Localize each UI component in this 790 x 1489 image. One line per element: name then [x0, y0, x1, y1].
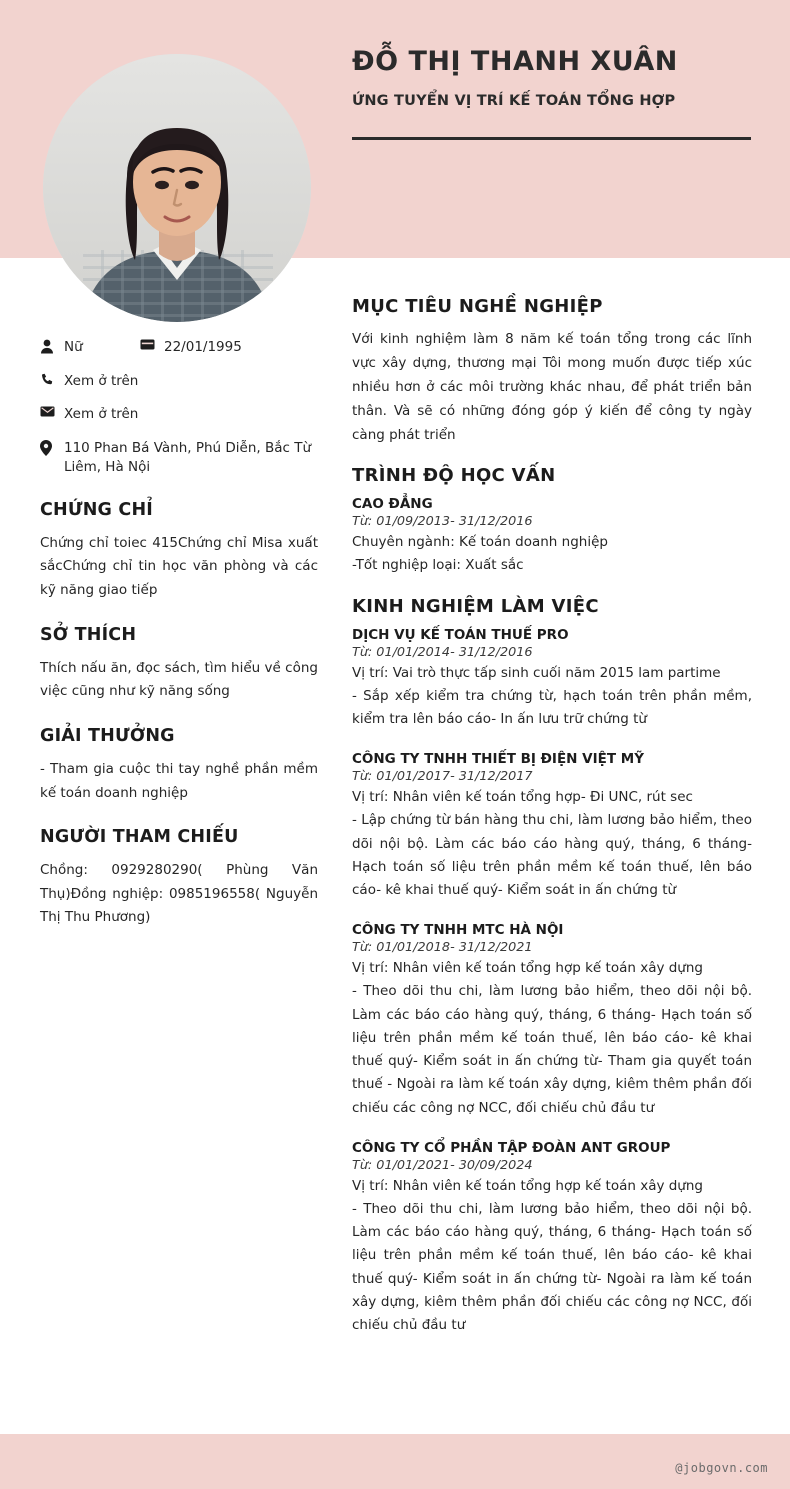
- location-pin-icon: [40, 439, 64, 456]
- phone-value[interactable]: Xem ở trên: [64, 372, 139, 389]
- experience-line: - Theo dõi thu chi, làm lương bảo hiểm, theo dõi nội bộ. Làm các báo cáo hàng quý, tháng, 6 tháng- Hạch toán số liệu trên phần mềm kế toán thuế, lên báo cáo- kê khai thuế quý- Kiểm soát in ấn chứng từ- Tham gia quyết toán thuế - Ngoài ra làm kế toán xây dựng, kiêm thêm phần đối chiếu các công nợ NCC, đối chiếu chủ đầu tư: [352, 983, 752, 1116]
- candidate-name: ĐỖ THỊ THANH XUÂN: [352, 46, 678, 77]
- section-title-experience: KINH NGHIỆM LÀM VIỆC: [352, 595, 599, 617]
- experience-line: Vị trí: Nhân viên kế toán tổng hợp kế toán xây dựng: [352, 1177, 703, 1194]
- footer-band: [0, 1434, 790, 1489]
- contact-row-phone: [40, 372, 318, 392]
- section-title-awards: GIẢI THƯỞNG: [40, 725, 175, 746]
- spacer: [352, 902, 752, 910]
- experience-line: - Lập chứng từ bán hàng thu chi, làm lương bảo hiểm, theo dõi nội bộ. Làm các báo cáo hàng quý, tháng, 6 tháng- Hạch toán số liệu trên phần mềm kế toán thuế, lên báo cáo- kê khai thuế quý- Kiểm soát in ấn chứng từ: [352, 812, 752, 899]
- section-title-objective: MỤC TIÊU NGHỀ NGHIỆP: [352, 296, 603, 317]
- experience-item: [352, 922, 752, 1120]
- experience-line: Vị trí: Vai trò thực tấp sinh cuối năm 2015 lam partime: [352, 664, 721, 681]
- section-title-hobbies: SỞ THÍCH: [40, 624, 137, 645]
- experience-date: Từ: 01/01/2014- 31/12/2016: [352, 644, 533, 660]
- experience-item: [352, 627, 752, 732]
- experience-company: DỊCH VỤ KẾ TOÁN THUẾ PRO: [352, 626, 569, 643]
- education-degree: CAO ĐẲNG: [352, 496, 433, 513]
- references-text: Chồng: 0929280290( Phùng Văn Thụ)Đồng nghiệp: 0985196558( Nguyễn Thị Thu Phương): [40, 862, 318, 926]
- experience-company: CÔNG TY TNHH THIẾT BỊ ĐIỆN VIỆT MỸ: [352, 751, 644, 768]
- section-title-references: NGƯỜI THAM CHIẾU: [40, 827, 239, 848]
- candidate-position: ỨNG TUYỂN VỊ TRÍ KẾ TOÁN TỔNG HỢP: [352, 93, 676, 110]
- section-title-certificates: CHỨNG CHỈ: [40, 499, 154, 520]
- section-experience: [352, 596, 752, 1338]
- envelope-icon: [40, 405, 64, 417]
- certificates-text: Chứng chỉ toiec 415Chứng chỉ Misa xuất sắcChứng chỉ tin học văn phòng và các kỹ năng giao tiếp: [40, 534, 318, 599]
- spacer: [352, 731, 752, 739]
- section-objective: [352, 296, 752, 447]
- experience-line: Vị trí: Nhân viên kế toán tổng hợp kế toán xây dựng: [352, 960, 703, 977]
- experience-date: Từ: 01/01/2017- 31/12/2017: [352, 769, 533, 785]
- contact-row-address: [40, 439, 318, 478]
- gender-value: Nữ: [64, 339, 83, 355]
- education-line: Chuyên ngành: Kế toán doanh nghiệp: [352, 534, 608, 551]
- hobbies-text: Thích nấu ăn, đọc sách, tìm hiểu về công việc cũng như kỹ năng sống: [40, 659, 318, 700]
- education-date: Từ: 01/09/2013- 31/12/2016: [352, 514, 533, 530]
- address-value: 110 Phan Bá Vành, Phú Diễn, Bắc Từ Liêm, Hà Nội: [64, 439, 312, 476]
- experience-company: CÔNG TY CỔ PHẦN TẬP ĐOÀN ANT GROUP: [352, 1139, 671, 1156]
- experience-date: Từ: 01/01/2018- 31/12/2021: [352, 940, 533, 956]
- left-column: [40, 338, 318, 930]
- watermark: @jobgovn.com: [675, 1461, 768, 1475]
- experience-date: Từ: 01/01/2021- 30/09/2024: [352, 1157, 533, 1173]
- phone-icon: [40, 372, 64, 387]
- person-icon: [40, 338, 64, 354]
- experience-line: Vị trí: Nhân viên kế toán tổng hợp- Đi UNC, rút sec: [352, 789, 693, 806]
- header-divider: [352, 137, 751, 140]
- objective-text: Với kinh nghiệm làm 8 năm kế toán tổng trong các lĩnh vực xây dựng, thương mại Tôi mong muốn được tiếp xúc nhiều hơn ở các môi trường khác nhau, để phát triển bản thân. Và sẽ có những đóng góp ý kiến để công ty ngày càng phát triển: [352, 331, 752, 444]
- portrait-photo: [43, 54, 311, 322]
- spacer: [352, 1120, 752, 1128]
- contact-row-gender-birthday: [40, 338, 318, 358]
- experience-item: [352, 1140, 752, 1338]
- experience-company: CÔNG TY TNHH MTC HÀ NỘI: [352, 922, 564, 939]
- experience-item: [352, 751, 752, 902]
- section-title-education: TRÌNH ĐỘ HỌC VẤN: [352, 465, 556, 487]
- awards-text: - Tham gia cuộc thi tay nghề phần mềm kế toán doanh nghiệp: [40, 760, 318, 801]
- experience-line: - Sắp xếp kiểm tra chứng từ, hạch toán trên phần mềm, kiểm tra lên báo cáo- In ấn lưu trữ chứng từ: [352, 687, 752, 727]
- birthday-value: 22/01/1995: [164, 339, 242, 355]
- contact-row-email: [40, 405, 318, 425]
- email-value[interactable]: Xem ở trên: [64, 406, 139, 423]
- avatar: [43, 54, 311, 322]
- education-line: -Tốt nghiệp loại: Xuất sắc: [352, 557, 524, 574]
- experience-line: - Theo dõi thu chi, làm lương bảo hiểm, theo dõi nội bộ. Làm các báo cáo hàng quý, tháng, 6 tháng- Hạch toán số liệu trên phần mềm kế toán thuế, lên báo cáo- kê khai thuế quý- Kiểm soát in ấn chứng từ- Ngoài ra làm kế toán xây dựng, kiêm thêm phần đối chiếu các công nợ NCC, đối chiếu chủ đầu tư: [352, 1201, 752, 1334]
- header-text: [352, 46, 752, 140]
- section-education: [352, 465, 752, 577]
- contact-info-list: [40, 338, 318, 478]
- right-column: [352, 296, 752, 1355]
- calendar-icon: [140, 338, 164, 351]
